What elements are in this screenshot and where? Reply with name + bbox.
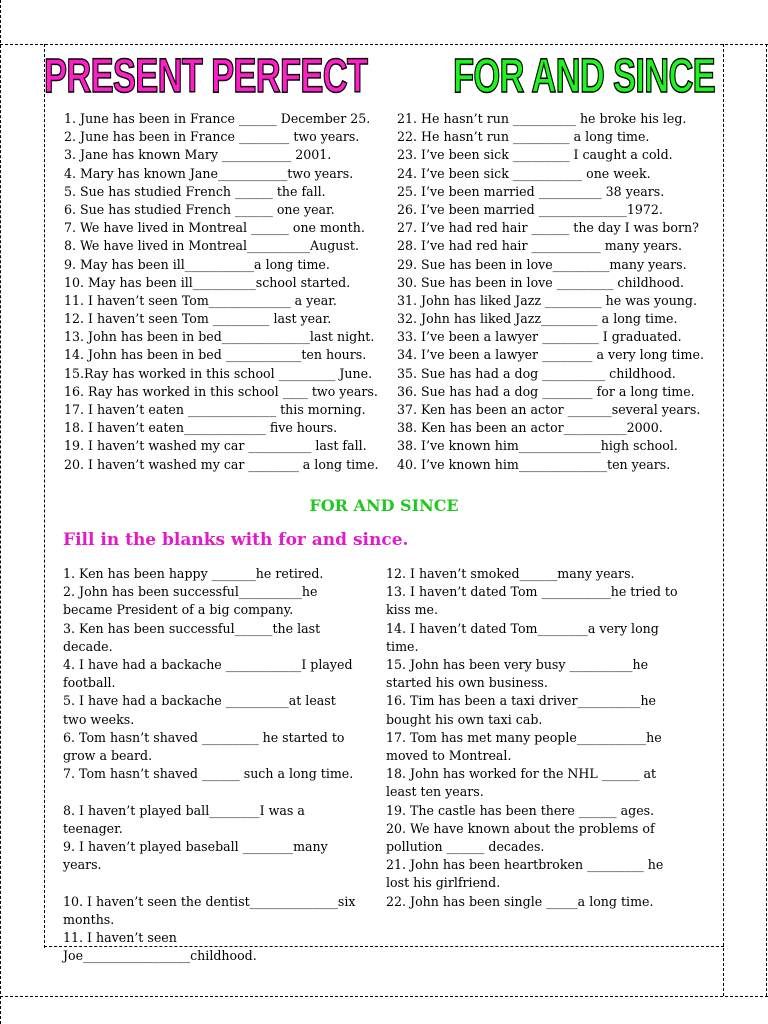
top-border <box>0 44 768 45</box>
sentence-item: 4. I have had a backache ____________I played football. <box>63 657 353 691</box>
spacer <box>63 783 363 801</box>
exercise-list-left <box>63 565 363 965</box>
right-inner-border <box>723 44 724 996</box>
sentence-item: 35. Sue has had a dog __________ childhood. <box>397 365 676 381</box>
right-outer-border <box>766 44 767 996</box>
sentence-item: 2. John has been successful__________he became President of a big company. <box>63 584 318 618</box>
sentence-item: 16. Tim has been a taxi driver__________he bought his own taxi cab. <box>386 693 657 727</box>
sentence-item: 10. I haven’t seen the dentist______________six months. <box>63 893 356 927</box>
sentence-item: 34. I’ve been a lawyer ________ a very long time. <box>397 347 704 363</box>
sentence-item: 18. John has worked for the NHL ______ at least ten years. <box>386 766 657 800</box>
sentence-item: 31. John has liked Jazz _________ he was young. <box>397 292 697 308</box>
sentence-item: 15. John has been very busy __________he started his own business. <box>386 657 649 691</box>
sentence-item: 11. I haven’t seen Tom_____________ a year. <box>64 292 337 308</box>
sentence-item: 20. I haven’t washed my car ________ a long time. <box>64 456 379 472</box>
sentence-list-right <box>397 110 704 474</box>
title-for-and-since: FOR AND SINCE <box>453 50 716 103</box>
sentence-item: 19. The castle has been there ______ ages. <box>386 802 655 818</box>
sentence-item: 26. I’ve been married ______________1972. <box>397 201 663 217</box>
sentence-item: 40. I’ve known him______________ten years. <box>397 456 671 472</box>
sentence-item: 19. I haven’t washed my car __________ last fall. <box>64 438 367 454</box>
sentence-list-left <box>64 110 379 474</box>
section-heading: FOR AND SINCE <box>309 496 459 515</box>
sentence-item: 5. Sue has studied French ______ the fall. <box>64 183 326 199</box>
sentence-item: 38. Ken has been an actor__________2000. <box>397 420 663 436</box>
sentence-item: 33. I’ve been a lawyer _________ I graduated. <box>397 329 682 345</box>
worksheet-title <box>44 48 716 106</box>
sentence-item: 17. I haven’t eaten ______________ this morning. <box>64 402 366 417</box>
exercise-list-right <box>386 565 686 911</box>
sentence-item: 2. June has been in France ________ two years. <box>64 129 360 145</box>
sentence-item: 24. I’ve been sick ___________ one week. <box>397 165 651 181</box>
sentence-item: 18. I haven’t eaten_____________ five hours. <box>64 420 338 436</box>
sentence-item: 5. I have had a backache __________at least two weeks. <box>63 693 336 727</box>
sentence-item: 32. John has liked Jazz_________ a long time. <box>397 311 678 327</box>
sentence-item: 38. I’ve known him_____________high school. <box>397 438 678 454</box>
sentence-item: 8. I haven’t played ball________I was a teenager. <box>63 802 305 836</box>
sentence-item: 8. We have lived in Montreal__________August. <box>64 238 359 254</box>
sentence-item: 11. I haven’t seen Joe_________________childhood. <box>63 930 257 964</box>
sentence-item: 17. Tom has met many people___________he moved to Montreal. <box>386 729 662 764</box>
sentence-item: 22. He hasn’t run _________ a long time. <box>397 129 650 145</box>
bottom-border <box>0 996 768 997</box>
sentence-item: 12. I haven’t smoked______many years. <box>386 566 635 581</box>
title-present-perfect: PRESENT PERFECT <box>44 50 368 103</box>
sentence-item: 16. Ray has worked in this school ____ two years. <box>64 383 378 399</box>
sentence-item: 14. John has been in bed ____________ten hours. <box>64 347 367 363</box>
sentence-item: 30. Sue has been in love _________ childhood. <box>397 274 685 290</box>
sentence-item: 9. I haven’t played baseball ________many years. <box>63 839 328 873</box>
sentence-item: 6. Sue has studied French ______ one year. <box>64 201 335 217</box>
sentence-item: 29. Sue has been in love_________many years. <box>397 256 687 272</box>
sentence-item: 12. I haven’t seen Tom _________ last year. <box>64 311 332 327</box>
sentence-item: 13. John has been in bed______________last night. <box>64 329 375 345</box>
sentence-item: 13. I haven’t dated Tom ___________he tried to kiss me. <box>386 584 678 618</box>
instruction-text: Fill in the blanks with for and since. <box>63 530 409 550</box>
spacer <box>63 874 363 892</box>
sentence-item: 14. I haven’t dated Tom________a very long time. <box>386 620 659 654</box>
sentence-item: 21. He hasn’t run __________ he broke his leg. <box>397 111 687 126</box>
sentence-item: 4. Mary has known Jane___________two years. <box>64 165 354 181</box>
sentence-item: 37. Ken has been an actor _______several years. <box>397 402 701 417</box>
sentence-item: 1. June has been in France ______ December 25. <box>64 111 371 126</box>
sentence-item: 22. John has been single _____a long time. <box>386 893 654 909</box>
sentence-item: 10. May has been ill__________school started. <box>64 274 351 290</box>
sentence-item: 15.Ray has worked in this school _________ June. <box>64 365 373 381</box>
sentence-item: 3. Ken has been successful______the last decade. <box>63 620 321 654</box>
sentence-item: 36. Sue has had a dog ________ for a long time. <box>397 383 695 399</box>
sentence-item: 21. John has been heartbroken _________ he lost his girlfriend. <box>386 857 664 891</box>
sentence-item: 7. Tom hasn’t shaved ______ such a long time. <box>63 766 354 782</box>
sentence-item: 6. Tom hasn’t shaved _________ he started to grow a beard. <box>63 729 345 764</box>
sentence-item: 3. Jane has known Mary ___________ 2001. <box>64 147 332 163</box>
sentence-item: 7. We have lived in Montreal ______ one month. <box>64 220 365 236</box>
sentence-item: 9. May has been ill___________a long time. <box>64 256 330 272</box>
sentence-item: 23. I’ve been sick _________ I caught a cold. <box>397 147 673 163</box>
sentence-item: 27. I’ve had red hair ______ the day I was born? <box>397 220 699 236</box>
sentence-item: 20. We have known about the problems of pollution ______ decades. <box>386 820 655 855</box>
sentence-item: 25. I’ve been married __________ 38 years. <box>397 183 665 199</box>
sentence-item: 1. Ken has been happy _______he retired. <box>63 566 324 581</box>
sentence-item: 28. I’ve had red hair ___________ many years. <box>397 238 682 254</box>
